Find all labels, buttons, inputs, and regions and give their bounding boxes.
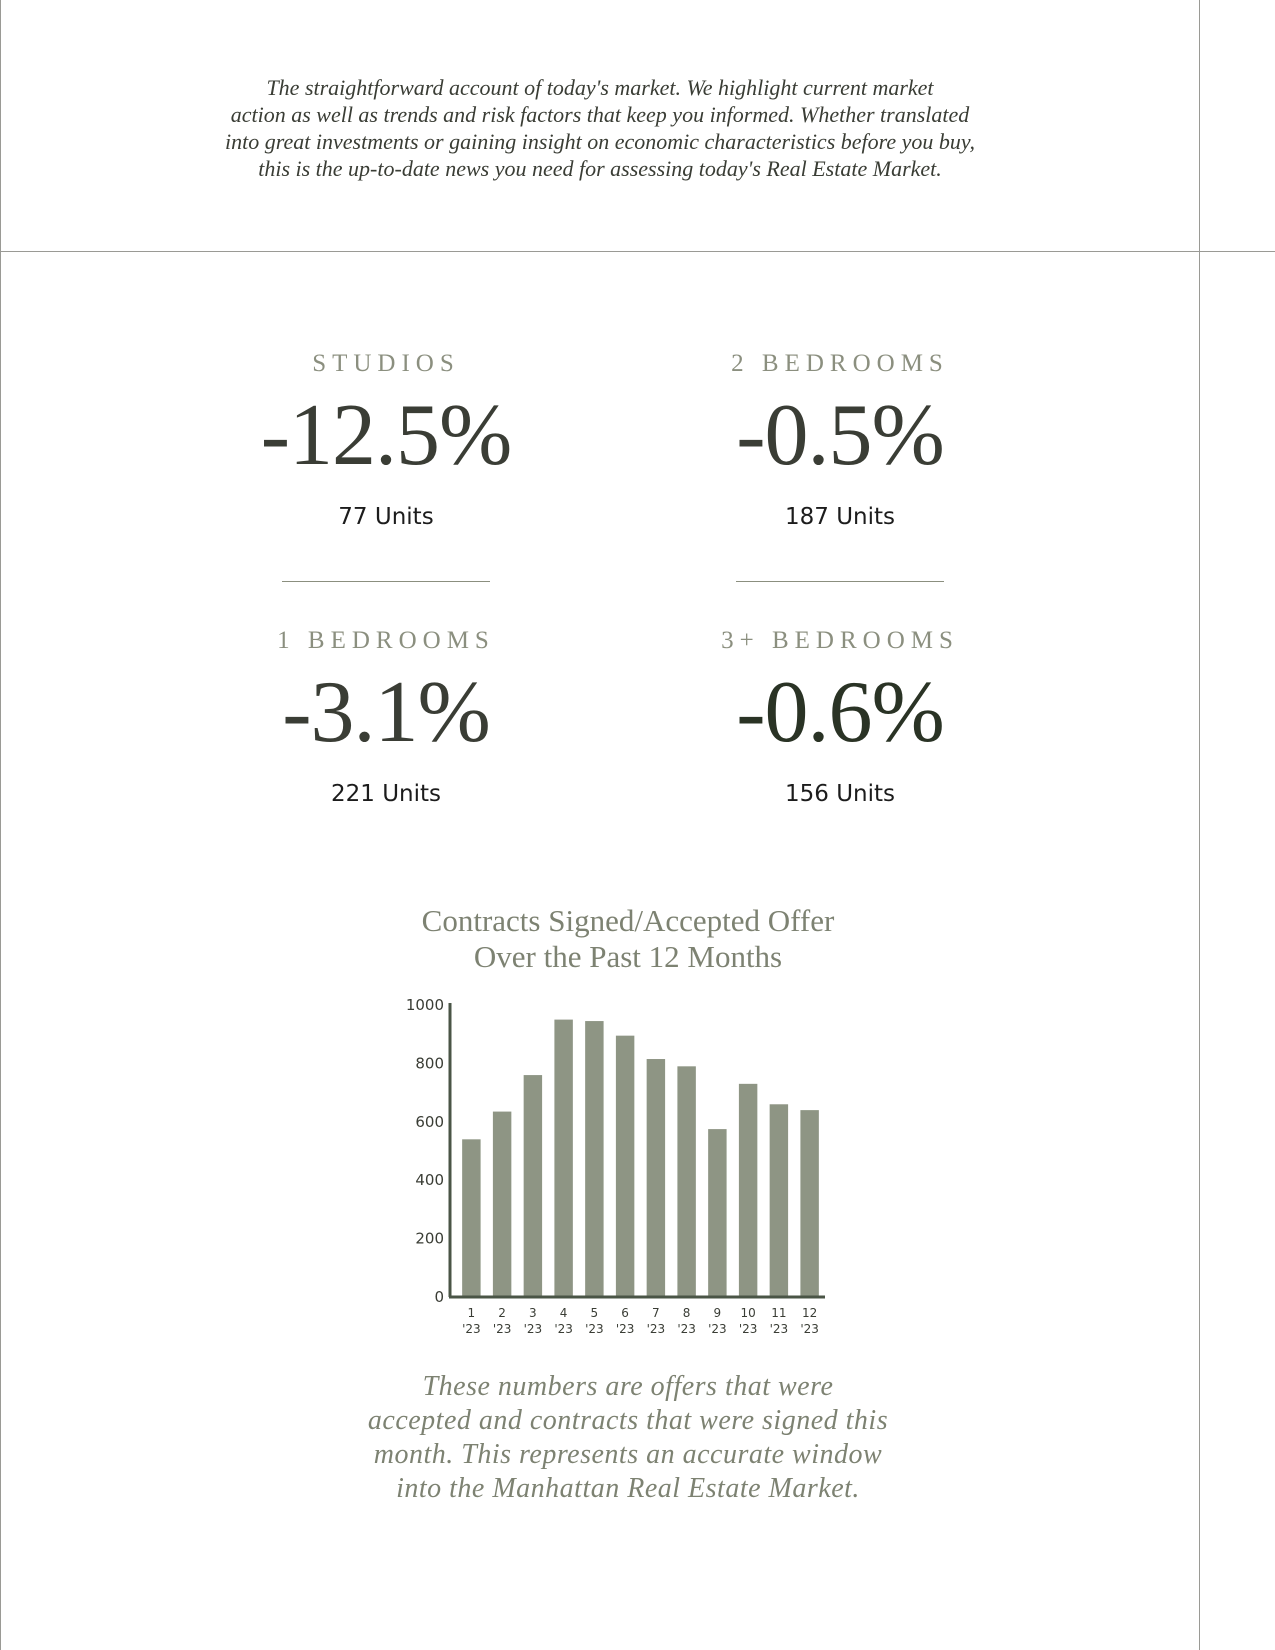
- section-divider-line: [0, 251, 1275, 252]
- stat-label: STUDIOS: [312, 350, 460, 377]
- stat-value: -0.6%: [736, 664, 944, 761]
- x-tick-label: '23: [554, 1322, 573, 1336]
- y-tick-label: 600: [415, 1112, 444, 1131]
- stat-value: -0.5%: [736, 387, 944, 484]
- x-tick-label: 1: [467, 1306, 476, 1320]
- intro-paragraph: [200, 74, 1000, 182]
- intro-line: this is the up-to-date news you need for assessing today's Real Estate Market.: [258, 156, 942, 181]
- x-tick-label: 7: [652, 1306, 660, 1320]
- note-line: month. This represents an accurate window: [373, 1439, 883, 1470]
- bar: [647, 1059, 665, 1297]
- bar: [616, 1036, 634, 1297]
- x-tick-label: '23: [585, 1322, 604, 1336]
- chart-note: [328, 1370, 928, 1506]
- intro-line: The straightforward account of today's market. We highlight current market: [266, 75, 934, 100]
- stat-units: 187 Units: [784, 504, 895, 530]
- right-border-line: [1199, 0, 1200, 1650]
- y-tick-label: 800: [415, 1054, 444, 1073]
- x-tick-label: 4: [559, 1306, 568, 1320]
- stat-divider: [282, 581, 490, 582]
- bar: [493, 1112, 511, 1297]
- left-border-line: [0, 0, 1, 1650]
- x-tick-label: '23: [646, 1322, 666, 1336]
- y-tick-label: 200: [415, 1229, 444, 1248]
- stat-label: 1 BEDROOMS: [277, 627, 495, 654]
- chart-title-line: Over the Past 12 Months: [473, 939, 783, 974]
- stat-value: -12.5%: [260, 387, 512, 484]
- intro-line: action as well as trends and risk factors that keep you informed. Whether translated: [230, 102, 970, 127]
- x-tick-label: '23: [492, 1322, 512, 1336]
- bar: [554, 1020, 572, 1297]
- x-tick-label: 6: [621, 1306, 629, 1320]
- x-tick-label: 10: [740, 1306, 756, 1320]
- stat-three-plus-bedrooms: [640, 627, 1040, 807]
- intro-line: into great investments or gaining insight on economic characteristics before you buy,: [225, 129, 975, 154]
- x-tick-label: 8: [682, 1306, 691, 1320]
- y-tick-label: 400: [415, 1171, 444, 1190]
- note-line: These numbers are offers that were: [422, 1371, 834, 1402]
- stat-units: 77 Units: [338, 504, 434, 530]
- contracts-bar-chart: [380, 985, 840, 1345]
- x-tick-label: '23: [769, 1322, 789, 1336]
- stat-divider: [736, 581, 944, 582]
- x-tick-label: 2: [498, 1306, 506, 1320]
- bar: [770, 1104, 788, 1297]
- bar: [677, 1066, 695, 1297]
- note-line: accepted and contracts that were signed this: [367, 1405, 889, 1436]
- x-tick-label: '23: [708, 1322, 727, 1336]
- bar: [800, 1110, 818, 1297]
- x-tick-label: 5: [590, 1306, 599, 1320]
- x-tick-label: 12: [801, 1306, 818, 1320]
- x-tick-label: 11: [771, 1306, 787, 1320]
- stat-studios: [186, 350, 586, 530]
- x-tick-label: '23: [738, 1322, 758, 1336]
- x-tick-label: '23: [462, 1322, 481, 1336]
- stat-value: -3.1%: [282, 664, 490, 761]
- y-tick-label: 1000: [405, 996, 444, 1014]
- stat-label: 3+ BEDROOMS: [721, 627, 959, 654]
- bar: [708, 1129, 726, 1297]
- y-tick-label: 0: [434, 1288, 444, 1306]
- x-tick-label: '23: [800, 1322, 819, 1336]
- stat-units: 156 Units: [784, 781, 895, 807]
- chart-title: [328, 903, 928, 975]
- x-tick-label: '23: [615, 1322, 635, 1336]
- x-tick-label: '23: [677, 1322, 696, 1336]
- bar: [585, 1021, 603, 1297]
- chart-title-line: Contracts Signed/Accepted Offer: [421, 903, 835, 938]
- x-tick-label: 9: [713, 1306, 722, 1320]
- stat-two-bedrooms: [640, 350, 1040, 530]
- stat-one-bedrooms: [186, 627, 586, 807]
- bar: [524, 1075, 542, 1297]
- note-line: into the Manhattan Real Estate Market.: [396, 1473, 860, 1504]
- bar: [739, 1084, 757, 1297]
- x-tick-label: 3: [529, 1306, 537, 1320]
- stat-units: 221 Units: [330, 781, 441, 807]
- x-tick-label: '23: [523, 1322, 543, 1336]
- bar: [462, 1139, 480, 1297]
- stat-label: 2 BEDROOMS: [731, 350, 949, 377]
